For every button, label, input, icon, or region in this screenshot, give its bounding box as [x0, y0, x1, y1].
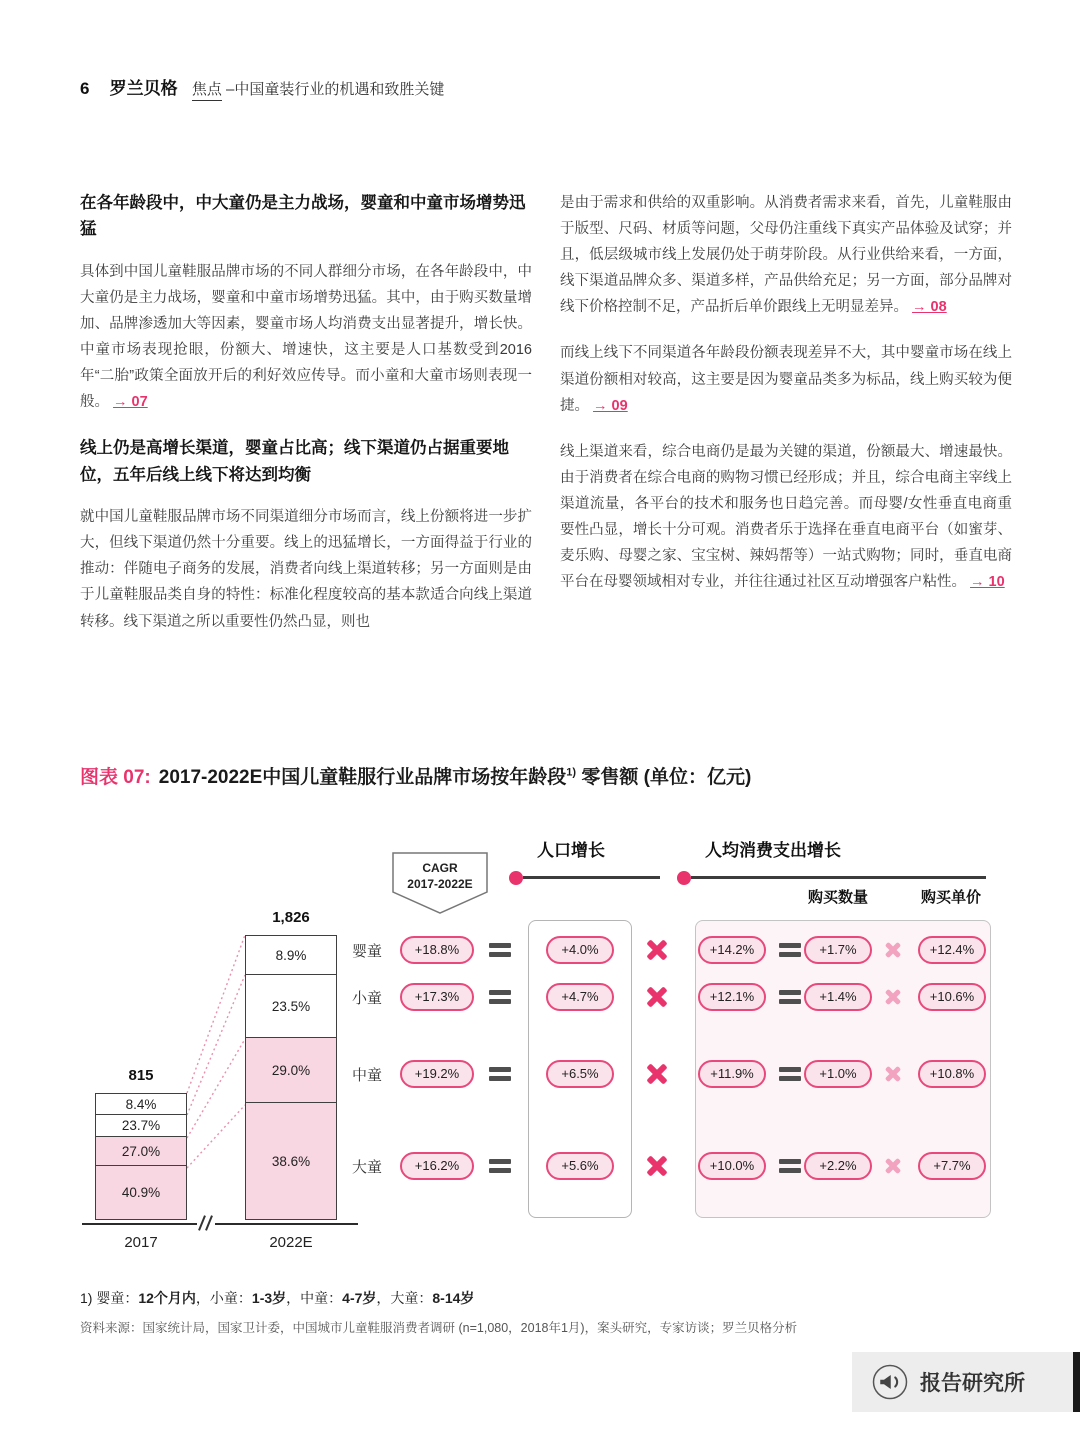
equals-sign [779, 1159, 801, 1173]
article-columns [80, 190, 1012, 758]
stacked-bar-2017 [95, 1093, 187, 1220]
footnote-part: ，中童： [286, 1290, 343, 1306]
multiply-icon-small [884, 941, 902, 959]
footnote-1 [80, 1288, 474, 1308]
report-title: –中国童装行业的机遇和致胜关键 [226, 81, 445, 98]
spend-growth-pill: +14.2% [698, 936, 766, 964]
bar-segment: 27.0% [95, 1136, 187, 1166]
equals-sign [489, 1067, 511, 1081]
bar-total-2022e: 1,826 [272, 909, 310, 926]
age-label-infant: 婴童 [351, 943, 382, 960]
cagr-badge [392, 852, 488, 914]
footnote-part: ，小童： [195, 1290, 252, 1306]
axis-break-mark [197, 1215, 215, 1231]
series-name: 焦点 [192, 81, 222, 101]
equals-sign [779, 1067, 801, 1081]
paragraph-4-text: 而线上线下不同渠道各年龄段份额表现差异不大，其中婴童市场在线上渠道份额相对较高，这主要是因为婴童品类多为标品，线上购买较为便捷。 [560, 345, 1012, 414]
footnote-part: 1) 婴童： [80, 1290, 139, 1306]
paragraph-4 [560, 340, 1012, 418]
purchase-price-header: 购买单价 [920, 889, 981, 906]
footnote-part: 8-14岁 [432, 1290, 475, 1306]
paragraph-2 [80, 504, 532, 634]
brand-name: 罗兰贝格 [109, 79, 178, 98]
spend-growth-pill: +11.9% [698, 1060, 766, 1088]
x-axis [82, 1223, 358, 1225]
x-axis-label-2022e: 2022E [269, 1234, 313, 1251]
figure-title [80, 762, 751, 789]
multiply-icon-small [884, 988, 902, 1006]
paragraph-3-text: 是由于需求和供给的双重影响。从消费者需求来看，首先，儿童鞋服由于版型、尺码、材质等问题，父母仍注重线下真实产品体验及试穿；并且，低层级城市线上发展仍处于萌芽阶段。从行业供给来看，一方面，线下渠道品牌众多、渠道多样，产品供给充足；另一方面，部分品牌对线下价格控制不足，产品折后单价跟线上无明显差异。 [560, 195, 1012, 316]
figure-title-footnote-marker: 1) [566, 766, 577, 779]
page-header [80, 74, 444, 99]
age-label-big-child: 大童 [351, 1159, 382, 1176]
paragraph-2-text: 就中国儿童鞋服品牌市场不同渠道细分市场而言，线上份额将进一步扩大，但线下渠道仍然十分重要。线上的迅猛增长，一方面得益于行业的推动：伴随电子商务的发展，消费者向线上渠道转移；另一方面则是由于儿童鞋服品类自身的特性：标准化程度较高的基本款适合向线上渠道转移。线下渠道之所以重要性仍然凸显，则也 [80, 509, 532, 630]
paragraph-5-text: 线上渠道来看，综合电商仍是最为关键的渠道，份额最大、增速最快。由于消费者在综合电商的购物习惯已经形成；并且，综合电商主宰线上渠道流量，各平台的技术和服务也日趋完善。而母婴/女性垂直电商重要性凸显，增长十分可观。消费者乐于选择在垂直电商平台（如蜜芽、麦乐购、母婴之家、宝宝树、辣妈帮等）一站式购物；同时，垂直电商平台在母婴领域相对专业，并往往通过社区互动增强客户粘性。 [560, 443, 1012, 591]
bar-segment: 23.5% [245, 974, 337, 1038]
population-growth-pill: +6.5% [546, 1060, 614, 1088]
multiply-icon [645, 985, 669, 1009]
population-growth-header: 人口增长 [537, 841, 605, 860]
spend-header-dot [677, 871, 691, 885]
bar-segment: 8.9% [245, 935, 337, 975]
paragraph-1-text: 具体到中国儿童鞋服品牌市场的不同人群细分市场，在各年龄段中，中大童仍是主力战场，婴童和中童市场增势迅猛。其中，由于购买数量增加、品牌渗透加大等因素，婴童市场人均消费支出显著提升，增长快。中童市场表现抢眼，份额大、增速快，这主要是人口基数受到2016年“二胎”政策全面放开后的利好效应传导。而小童和大童市场则表现一般。 [80, 263, 532, 411]
cagr-pill: +18.8% [400, 936, 474, 964]
page-number: 6 [80, 79, 90, 98]
figure-tag: 图表 07: [80, 767, 151, 788]
quantity-growth-pill: +2.2% [804, 1152, 872, 1180]
figure-ref-08-link[interactable]: → 08 [912, 299, 947, 316]
equals-sign [489, 1159, 511, 1173]
footnote-part: 1-3岁 [251, 1290, 287, 1306]
paragraph-5 [560, 439, 1012, 596]
multiply-icon-small [884, 1157, 902, 1175]
population-growth-pill: +4.7% [546, 983, 614, 1011]
cagr-label-line1: CAGR [422, 861, 458, 875]
population-growth-pill: +4.0% [546, 936, 614, 964]
figure-ref-09-link[interactable]: → 09 [593, 397, 628, 414]
quantity-growth-pill: +1.4% [804, 983, 872, 1011]
figure-ref-07-link[interactable]: → 07 [113, 394, 148, 411]
bar-segment: 8.4% [95, 1093, 187, 1115]
spend-growth-header: 人均消费支出增长 [705, 841, 841, 860]
purchase-quantity-header: 购买数量 [807, 889, 868, 906]
price-growth-pill: +10.6% [918, 983, 986, 1011]
cagr-pill: +19.2% [400, 1060, 474, 1088]
spend-header-line [691, 876, 986, 879]
price-growth-pill: +12.4% [918, 936, 986, 964]
footer-edge-bar [1073, 1352, 1080, 1412]
multiply-icon [645, 1062, 669, 1086]
figure-title-rest: 零售额 (单位：亿元) [576, 767, 752, 788]
footnote-part: ，大童： [376, 1290, 433, 1306]
figure-title-main: 2017-2022E中国儿童鞋服行业品牌市场按年龄段 [158, 767, 567, 788]
right-column [560, 190, 1012, 758]
equals-sign [489, 943, 511, 957]
population-growth-pill: +5.6% [546, 1152, 614, 1180]
price-growth-pill: +10.8% [918, 1060, 986, 1088]
bar-segment: 23.7% [95, 1114, 187, 1137]
source-line: 资料来源：国家统计局，国家卫计委，中国城市儿童鞋服消费者调研 (n=1,080，2018年1月)，案头研究，专家访谈；罗兰贝格分析 [80, 1321, 798, 1335]
age-label-mid-child: 中童 [351, 1067, 382, 1084]
spend-growth-pill: +12.1% [698, 983, 766, 1011]
paragraph-1 [80, 259, 532, 416]
multiply-icon [645, 938, 669, 962]
section-heading-2: 线上仍是高增长渠道，婴童占比高；线下渠道仍占据重要地位，五年后线上线下将达到均衡 [80, 439, 509, 484]
multiply-icon-small [884, 1065, 902, 1083]
bar-total-2017: 815 [128, 1067, 154, 1084]
section-heading-1: 在各年龄段中，中大童仍是主力战场，婴童和中童市场增势迅猛 [80, 194, 526, 239]
spend-growth-pill: +10.0% [698, 1152, 766, 1180]
footer-logo-band [852, 1352, 1080, 1412]
cagr-badge-label [392, 860, 488, 892]
footnote-part: 12个月内 [138, 1290, 196, 1306]
cagr-pill: +17.3% [400, 983, 474, 1011]
bar-segment: 38.6% [245, 1102, 337, 1220]
figure-07-chart [80, 830, 1010, 1280]
quantity-growth-pill: +1.0% [804, 1060, 872, 1088]
equals-sign [779, 990, 801, 1004]
cagr-pill: +16.2% [400, 1152, 474, 1180]
footnote-part: 4-7岁 [342, 1290, 377, 1306]
footer-logo-text: 报告研究所 [920, 1372, 1025, 1395]
multiply-icon [645, 1154, 669, 1178]
cagr-label-line2: 2017-2022E [407, 877, 473, 892]
stacked-bar-2022e [245, 935, 337, 1220]
age-label-small-child: 小童 [351, 990, 382, 1007]
figure-ref-10-link[interactable]: → 10 [970, 574, 1005, 591]
population-header-line [523, 876, 660, 879]
paragraph-3 [560, 190, 1012, 320]
x-axis-label-2017: 2017 [124, 1234, 158, 1251]
left-column [80, 190, 532, 758]
megaphone-icon [872, 1364, 908, 1400]
quantity-growth-pill: +1.7% [804, 936, 872, 964]
bar-segment: 29.0% [245, 1037, 337, 1103]
population-header-dot [509, 871, 523, 885]
bar-segment: 40.9% [95, 1165, 187, 1220]
equals-sign [779, 943, 801, 957]
equals-sign [489, 990, 511, 1004]
price-growth-pill: +7.7% [918, 1152, 986, 1180]
